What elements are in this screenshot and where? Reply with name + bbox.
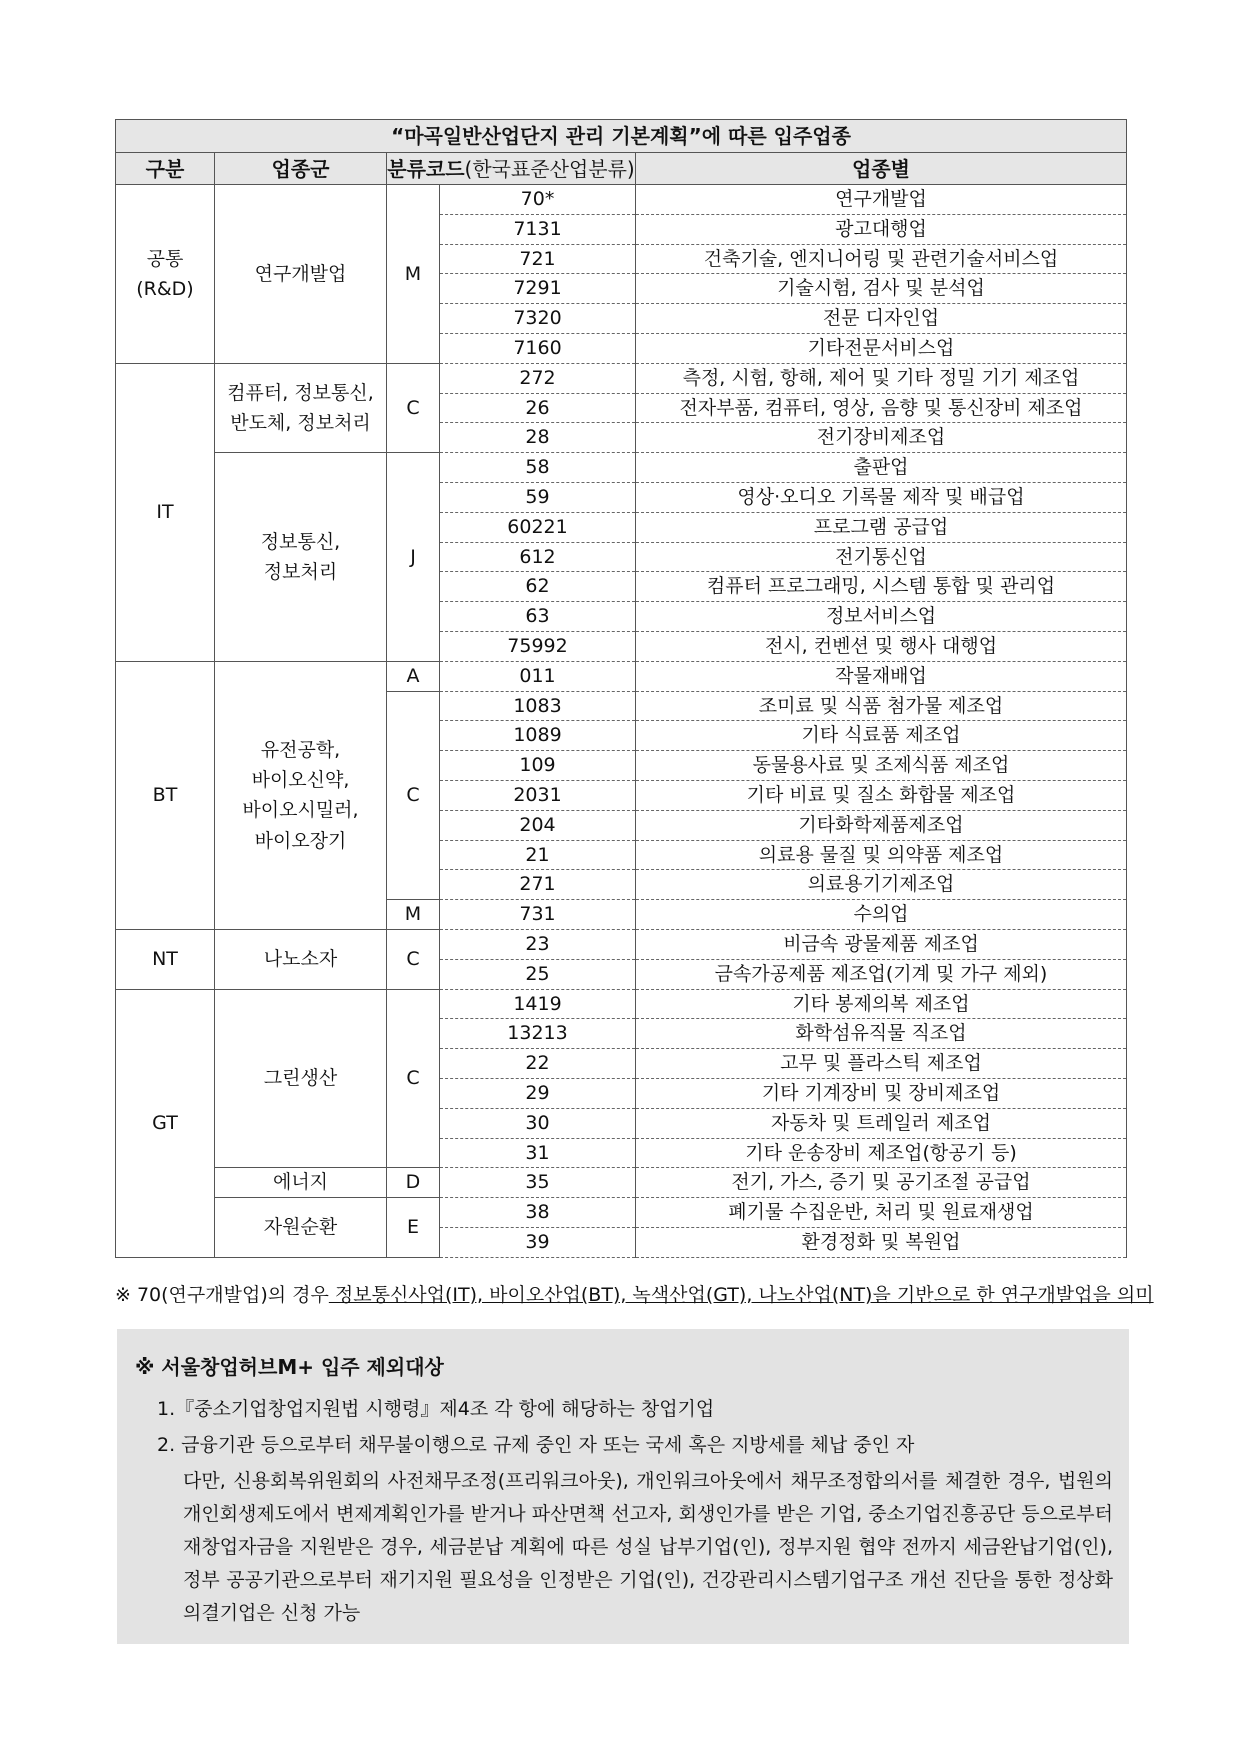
group-bt-line4: 바이오장기 — [254, 829, 347, 852]
section-m2: M — [387, 900, 440, 930]
table-title: “마곡일반산업단지 관리 기본계획”에 따른 입주업종 — [116, 120, 1127, 153]
group-it-hw-line1: 컴퓨터, 정보통신, — [227, 381, 374, 404]
table-row — [116, 1198, 1127, 1228]
group-bt — [215, 661, 387, 929]
table-row — [116, 989, 1127, 1019]
industry-name: 기타전문서비스업 — [636, 333, 1127, 363]
table-row — [116, 1168, 1127, 1198]
section-j: J — [387, 453, 440, 662]
section-e: E — [387, 1198, 440, 1258]
category-gt: GT — [116, 989, 215, 1257]
industry-name: 고무 및 플라스틱 제조업 — [636, 1049, 1127, 1079]
industry-code: 612 — [440, 542, 636, 572]
notice-item-2: 2. 금융기관 등으로부터 채무불이행으로 규제 중인 자 또는 국세 혹은 지방세를 체납 중인 자 — [157, 1434, 915, 1457]
industry-code: 59 — [440, 482, 636, 512]
industry-name: 측정, 시험, 항해, 제어 및 기타 정밀 기기 제조업 — [636, 363, 1127, 393]
industry-code: 39 — [440, 1227, 636, 1257]
industry-name: 기타 비료 및 질소 화합물 제조업 — [636, 780, 1127, 810]
industry-name: 의료용기기제조업 — [636, 870, 1127, 900]
industry-code: 29 — [440, 1078, 636, 1108]
industry-code: 63 — [440, 602, 636, 632]
group-gt-green: 그린생산 — [215, 989, 387, 1168]
industry-name: 기타 기계장비 및 장비제조업 — [636, 1078, 1127, 1108]
industry-name: 작물재배업 — [636, 661, 1127, 691]
industry-code: 30 — [440, 1108, 636, 1138]
section-m1: M — [387, 185, 440, 364]
industry-name: 환경정화 및 복원업 — [636, 1227, 1127, 1257]
section-c1: C — [387, 363, 440, 452]
industry-name: 컴퓨터 프로그래밍, 시스템 통합 및 관리업 — [636, 572, 1127, 602]
industry-code: 28 — [440, 423, 636, 453]
table-row — [116, 453, 1127, 483]
industry-code: 75992 — [440, 631, 636, 661]
industry-code: 60221 — [440, 512, 636, 542]
header-industry: 업종별 — [636, 153, 1127, 185]
industry-code: 7291 — [440, 274, 636, 304]
group-gt-energy: 에너지 — [215, 1168, 387, 1198]
industry-name: 폐기물 수집운반, 처리 및 원료재생업 — [636, 1198, 1127, 1228]
industry-code: 35 — [440, 1168, 636, 1198]
industry-name: 비금속 광물제품 제조업 — [636, 929, 1127, 959]
industry-code: 272 — [440, 363, 636, 393]
notice-item-1: 1.『중소기업창업지원법 시행령』제4조 각 항에 해당하는 창업기업 — [157, 1398, 715, 1420]
industry-code: 13213 — [440, 1019, 636, 1049]
footnote-underlined: 정보통신사업(IT), 바이오산업(BT), 녹색산업(GT), 나노산업(NT)을 기반으로 한 연구개발업을 의미 — [328, 1284, 1154, 1306]
industry-code: 31 — [440, 1138, 636, 1168]
industry-code: 1419 — [440, 989, 636, 1019]
industry-code: 7160 — [440, 333, 636, 363]
industry-name: 전기, 가스, 증기 및 공기조절 공급업 — [636, 1168, 1127, 1198]
group-nt: 나노소자 — [215, 929, 387, 989]
exclusion-notice-box — [117, 1329, 1129, 1644]
industry-code: 1083 — [440, 691, 636, 721]
group-rnd: 연구개발업 — [215, 185, 387, 364]
industry-code: 7131 — [440, 214, 636, 244]
industry-name: 연구개발업 — [636, 185, 1127, 215]
group-bt-line1: 유전공학, — [260, 738, 341, 761]
table-row — [116, 661, 1127, 691]
group-bt-line2: 바이오신약, — [251, 768, 350, 791]
section-c2: C — [387, 691, 440, 900]
industry-name: 건축기술, 엔지니어링 및 관련기술서비스업 — [636, 244, 1127, 274]
industry-name: 기타 운송장비 제조업(항공기 등) — [636, 1138, 1127, 1168]
group-it-info-line2: 정보처리 — [263, 560, 338, 583]
industry-code: 2031 — [440, 780, 636, 810]
industry-code: 721 — [440, 244, 636, 274]
header-code-sub: (한국표준산업분류) — [464, 156, 635, 181]
industry-name: 전문 디자인업 — [636, 304, 1127, 334]
group-gt-recycle: 자원순환 — [215, 1198, 387, 1258]
industry-name: 기술시험, 검사 및 분석업 — [636, 274, 1127, 304]
industry-name: 전자부품, 컴퓨터, 영상, 음향 및 통신장비 제조업 — [636, 393, 1127, 423]
group-it-info — [215, 453, 387, 662]
notice-item-2-note: 다만, 신용회복위원회의 사전채무조정(프리워크아웃), 개인워크아웃에서 채무조정합의서를 체결한 경우, 법원의 개인회생제도에서 변제계획인가를 받거나 파산면책 선고자, 회생인가를 받은 기업, 중소기업진흥공단 등으로부터 재창업자금을 지원받은 경우, 세금분납 계획에 따른 성실 납부기업(인), 정부지원 협약 전까지 세금완납기업(인), 정부 공공기관으로부터 재기지원 필요성을 인정받은 기업(인), 건강관리시스템기업구조 개선 진단을 통한 정상화 의결기업은 신청 가능 — [183, 1469, 1113, 1624]
industry-name: 프로그램 공급업 — [636, 512, 1127, 542]
table-row — [116, 363, 1127, 393]
industry-code: 271 — [440, 870, 636, 900]
notice-title: ※ 서울창업허브M+ 입주 제외대상 — [135, 1355, 444, 1379]
group-it-hw-line2: 반도체, 정보처리 — [230, 411, 371, 434]
category-rnd-line1: 공통 — [146, 247, 184, 270]
industry-name: 출판업 — [636, 453, 1127, 483]
industry-code: 38 — [440, 1198, 636, 1228]
header-code-label: 분류코드 — [387, 156, 465, 181]
industry-name: 영상·오디오 기록물 제작 및 배급업 — [636, 482, 1127, 512]
table-row — [116, 929, 1127, 959]
industry-name: 기타화학제품제조업 — [636, 810, 1127, 840]
industry-name: 수의업 — [636, 900, 1127, 930]
industry-name: 기타 식료품 제조업 — [636, 721, 1127, 751]
industry-code: 23 — [440, 929, 636, 959]
industry-code: 21 — [440, 840, 636, 870]
table-row — [116, 185, 1127, 215]
industry-code: 1089 — [440, 721, 636, 751]
section-d: D — [387, 1168, 440, 1198]
industry-name: 조미료 및 식품 첨가물 제조업 — [636, 691, 1127, 721]
industry-name: 자동차 및 트레일러 제조업 — [636, 1108, 1127, 1138]
industry-code: 22 — [440, 1049, 636, 1079]
industry-name: 동물용사료 및 조제식품 제조업 — [636, 751, 1127, 781]
industry-name: 금속가공제품 제조업(기계 및 가구 제외) — [636, 959, 1127, 989]
industry-code: 109 — [440, 751, 636, 781]
industry-name: 전기장비제조업 — [636, 423, 1127, 453]
industry-name: 정보서비스업 — [636, 602, 1127, 632]
industry-name: 광고대행업 — [636, 214, 1127, 244]
group-it-hw — [215, 363, 387, 452]
header-group: 업종군 — [215, 153, 387, 185]
industry-code: 25 — [440, 959, 636, 989]
industry-name: 화학섬유직물 직조업 — [636, 1019, 1127, 1049]
industry-table — [115, 119, 1127, 1258]
header-category: 구분 — [116, 153, 215, 185]
section-c4: C — [387, 989, 440, 1168]
industry-code: 011 — [440, 661, 636, 691]
category-it: IT — [116, 363, 215, 661]
industry-code: 204 — [440, 810, 636, 840]
industry-code: 58 — [440, 453, 636, 483]
industry-name: 전시, 컨벤션 및 행사 대행업 — [636, 631, 1127, 661]
footnote-prefix: ※ 70(연구개발업)의 경우 — [115, 1284, 329, 1306]
group-bt-line3: 바이오시밀러, — [242, 799, 359, 822]
industry-code: 70* — [440, 185, 636, 215]
industry-name: 의료용 물질 및 의약품 제조업 — [636, 840, 1127, 870]
section-c3: C — [387, 929, 440, 989]
industry-code: 731 — [440, 900, 636, 930]
industry-code: 7320 — [440, 304, 636, 334]
category-rnd-line2: (R&D) — [136, 277, 194, 300]
industry-code: 26 — [440, 393, 636, 423]
category-rnd — [116, 185, 215, 364]
group-it-info-line1: 정보통신, — [260, 530, 341, 553]
industry-name: 전기통신업 — [636, 542, 1127, 572]
table-footnote — [115, 1280, 1154, 1307]
section-a: A — [387, 661, 440, 691]
header-code — [387, 153, 636, 185]
industry-code: 62 — [440, 572, 636, 602]
category-bt: BT — [116, 661, 215, 929]
category-nt: NT — [116, 929, 215, 989]
industry-name: 기타 봉제의복 제조업 — [636, 989, 1127, 1019]
